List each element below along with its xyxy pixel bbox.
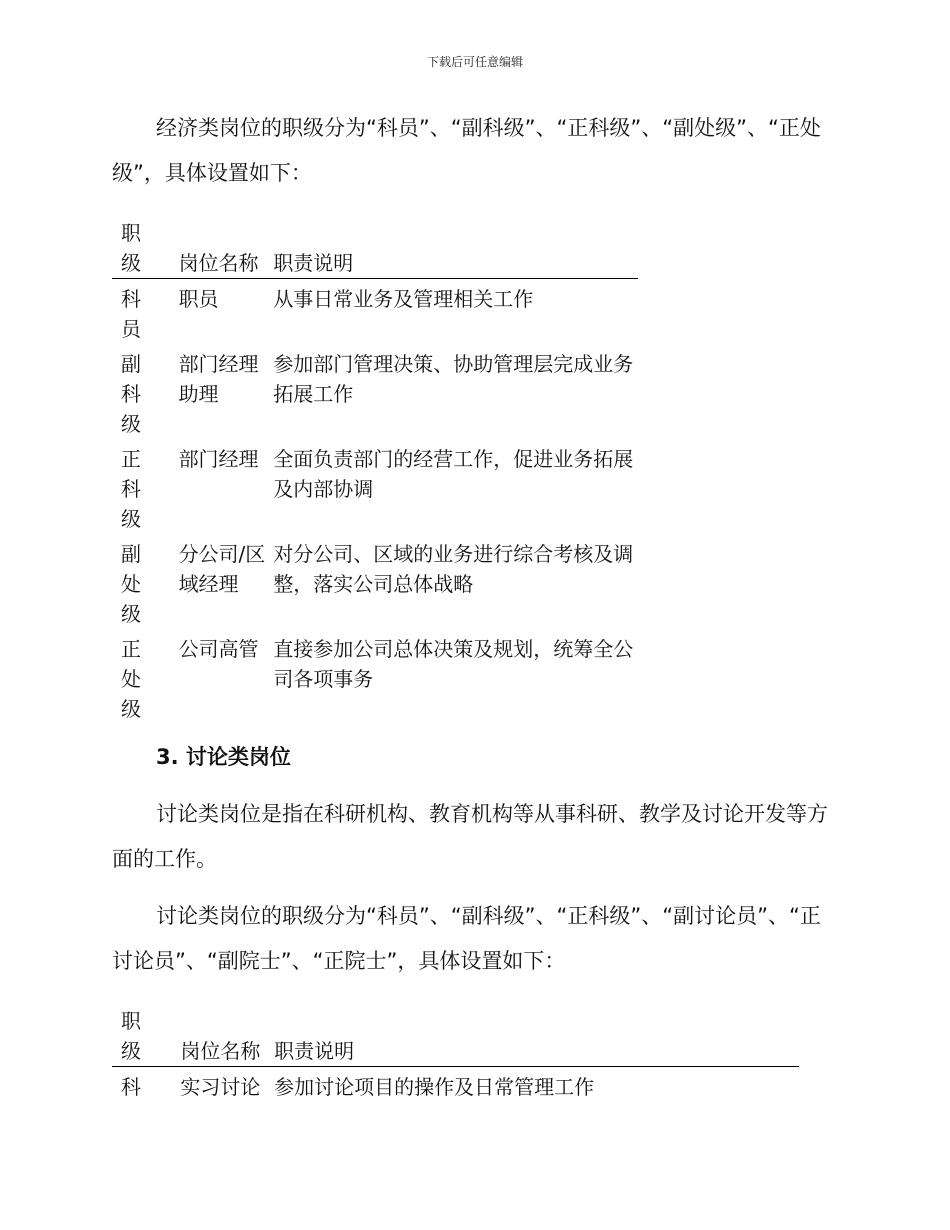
economic-rank-table: [112, 218, 638, 724]
column-header-position: 岗位名称: [147, 1006, 274, 1067]
paragraph-research-ranks: 讨论类岗位的职级分为“科员”、“副科级”、“正科级”、“副讨论员”、“正讨论员”、“副院士”、“正院士”，具体设置如下：: [112, 904, 821, 973]
paragraph-research-definition: 讨论类岗位是指在科研机构、教育机构等从事科研、教学及讨论开发等方面的工作。: [112, 802, 828, 871]
table-header-row: [112, 218, 638, 279]
position-cell: 分公司/区域经理: [178, 542, 266, 596]
position-cell: 实习讨论: [180, 1075, 261, 1099]
duties-cell: 从事日常业务及管理相关工作: [273, 287, 534, 311]
duties-cell: 参加讨论项目的操作及日常管理工作: [274, 1075, 595, 1099]
rank-cell: 副处级: [121, 542, 141, 626]
research-rank-table: [112, 1006, 799, 1102]
column-header-rank: 职级: [112, 218, 150, 279]
page-header: 下载后可任意编辑: [426, 55, 523, 69]
rank-cell: 科: [121, 1075, 141, 1099]
rank-cell: 副科级: [121, 352, 141, 436]
table-row: [112, 534, 638, 629]
duties-cell: 对分公司、区域的业务进行综合考核及调整，落实公司总体战略: [273, 542, 634, 596]
rank-cell: 正科级: [121, 447, 141, 531]
duties-cell: 参加部门管理决策、协助管理层完成业务拓展工作: [273, 352, 634, 406]
table-row: [112, 279, 638, 345]
position-cell: 职员: [178, 287, 219, 311]
position-cell: 部门经理: [178, 447, 259, 471]
position-cell: 公司高管: [178, 637, 259, 661]
table-header-row: [112, 1006, 799, 1067]
rank-cell: 科员: [121, 287, 141, 341]
table-row: [112, 439, 638, 534]
duties-cell: 直接参加公司总体决策及规划，统筹全公司各项事务: [273, 637, 634, 691]
table-row: [112, 629, 638, 724]
column-header-duties: 职责说明: [273, 218, 638, 279]
table-row: [112, 1067, 799, 1103]
rank-cell: 正处级: [121, 637, 141, 721]
column-header-position: 岗位名称: [150, 218, 274, 279]
table-row: [112, 344, 638, 439]
paragraph-economic-ranks: 经济类岗位的职级分为“科员”、“副科级”、“正科级”、“副处级”、“正处级”，具体设置如下：: [112, 116, 821, 185]
duties-cell: 全面负责部门的经营工作，促进业务拓展及内部协调: [273, 447, 634, 501]
column-header-duties: 职责说明: [274, 1006, 799, 1067]
section-heading: 3. 讨论类岗位: [156, 745, 291, 769]
column-header-rank: 职级: [112, 1006, 147, 1067]
position-cell: 部门经理助理: [178, 352, 259, 406]
